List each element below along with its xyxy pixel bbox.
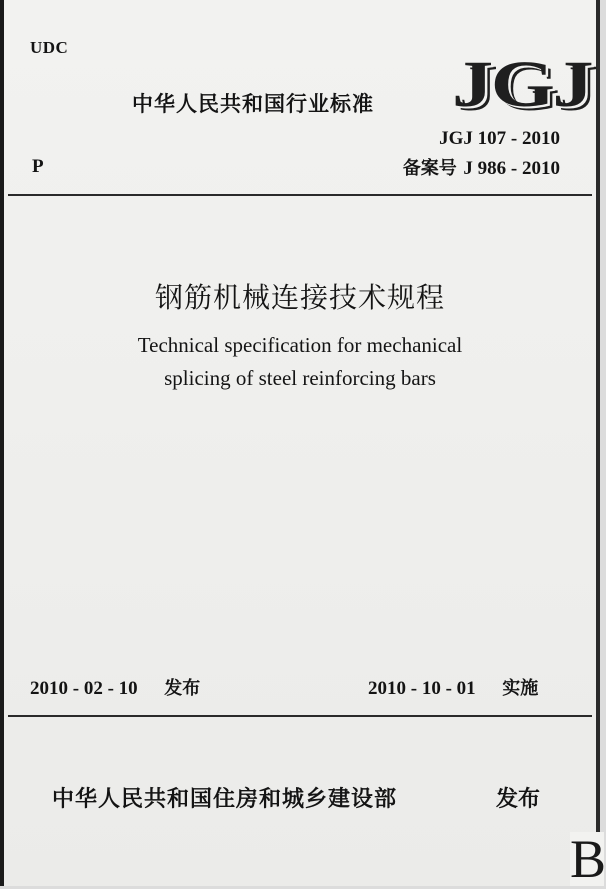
top-divider <box>8 194 592 196</box>
record-number: J 986 - 2010 <box>463 158 560 179</box>
issue-label: 发布 <box>164 678 201 699</box>
category-label: P <box>32 156 44 177</box>
title-english-line2: splicing of steel reinforcing bars <box>164 366 436 390</box>
issuer-action: 发布 <box>496 787 541 812</box>
implement-date: 2010 - 10 - 01 <box>368 678 476 699</box>
record-label: 备案号 <box>402 158 457 179</box>
issue-date: 2010 - 02 - 10 <box>30 678 138 699</box>
issue-date-line <box>30 674 200 700</box>
issuer-name: 中华人民共和国住房和城乡建设部 <box>52 787 398 812</box>
title-chinese: 钢筋机械连接技术规程 <box>154 281 445 314</box>
implement-label: 实施 <box>502 678 539 699</box>
corner-letter: B <box>570 829 606 889</box>
record-number-line <box>403 154 560 180</box>
standard-number: JGJ 107 - 2010 <box>439 128 560 149</box>
standard-type-heading: 中华人民共和国行业标准 <box>132 92 374 116</box>
jgj-logo: JGJ <box>452 48 592 121</box>
implement-date-line <box>368 674 538 700</box>
udc-label: UDC <box>30 38 69 57</box>
title-english-line1: Technical specification for mechanical <box>137 333 463 357</box>
bottom-divider <box>8 715 592 717</box>
